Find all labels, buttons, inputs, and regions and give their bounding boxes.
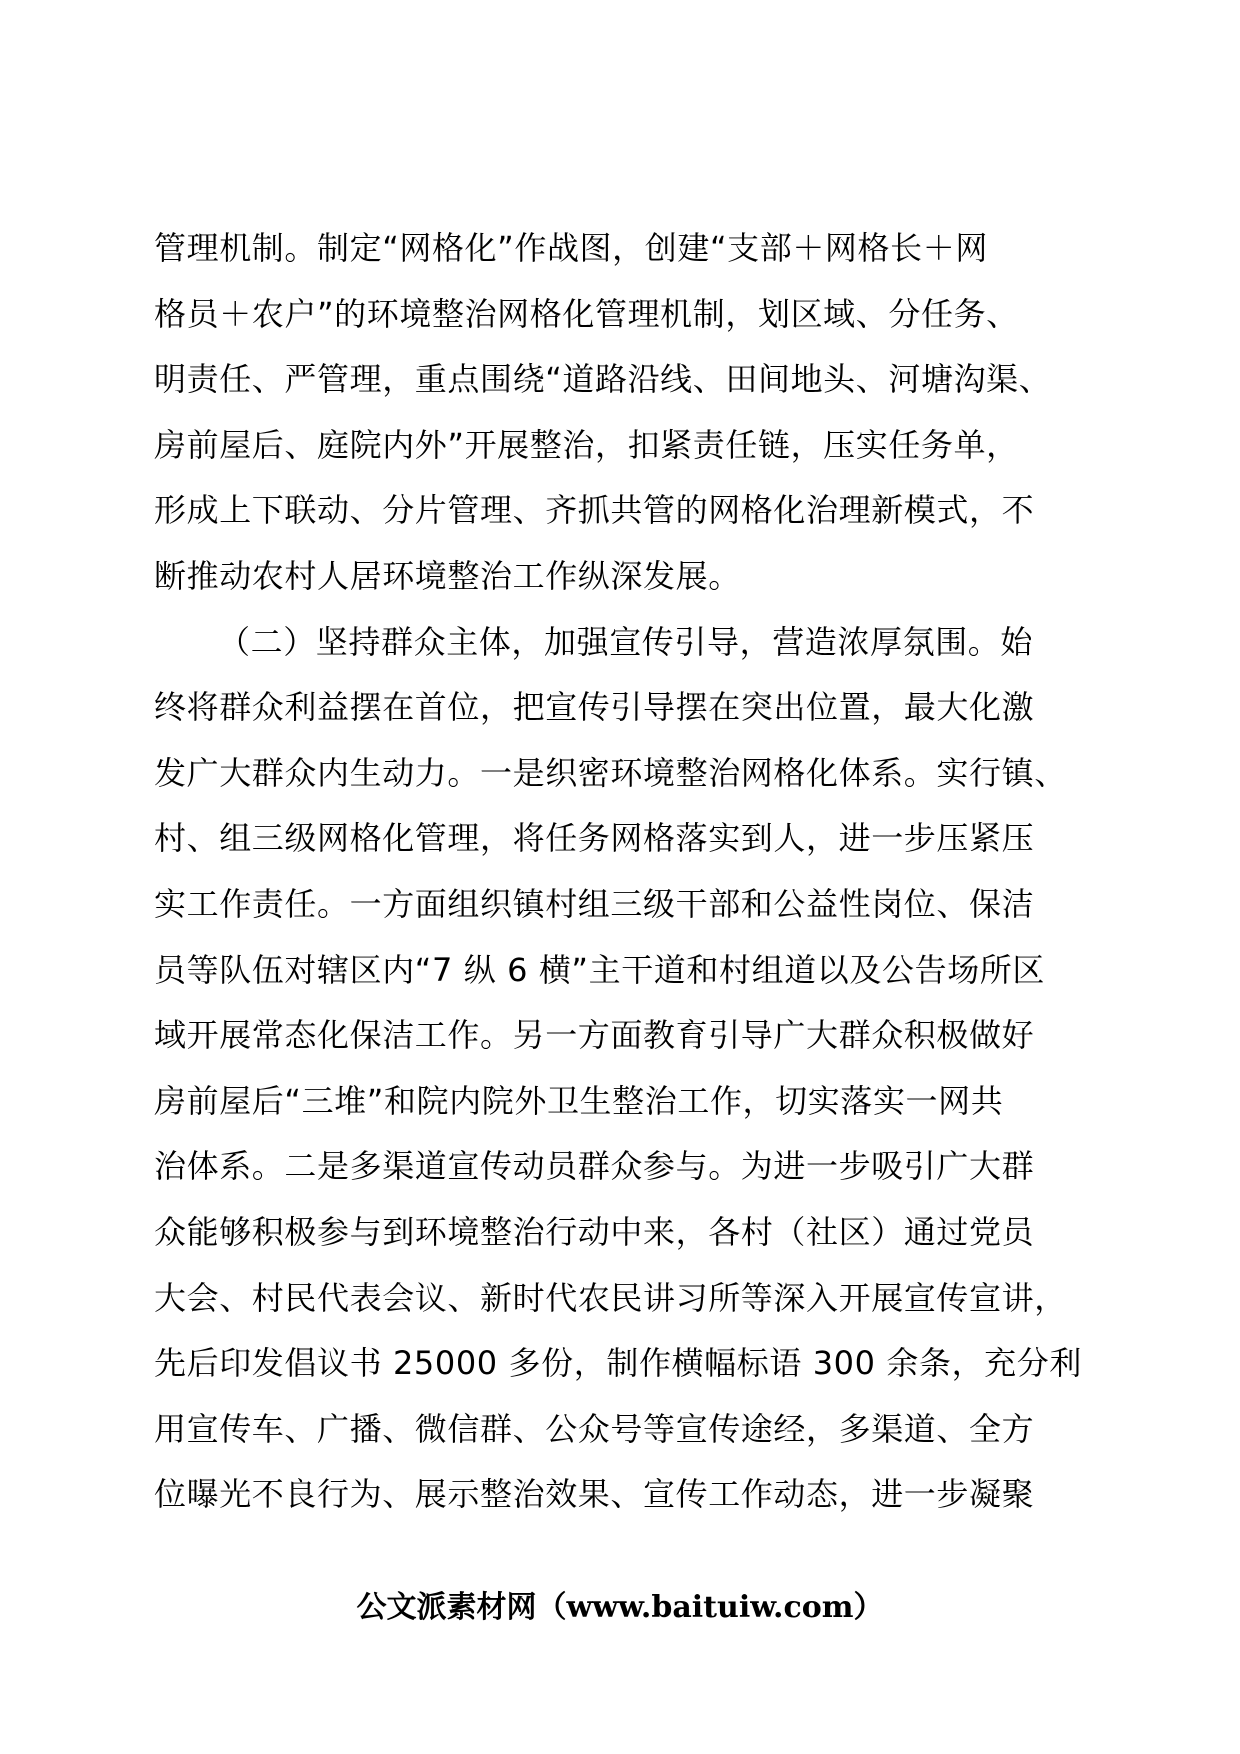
text-line: 大会、村民代表会议、新时代农民讲习所等深入开展宣传宣讲， [154, 1278, 1067, 1317]
text-line: 发广大群众内生动力。一是织密环境整治网格化体系。实行镇、 [154, 753, 1067, 792]
text-line: 房前屋后“三堆”和院内院外卫生整治工作，切实落实一网共 [154, 1081, 1004, 1120]
text-line: 先后印发倡议书 25000 多份，制作横幅标语 300 余条，充分利 [154, 1344, 1082, 1383]
text-line: 终将群众利益摆在首位，把宣传引导摆在突出位置，最大化激 [154, 688, 1035, 727]
footer-watermark-text: 公文派素材网（www.baituiw.com） [356, 1590, 884, 1625]
text-line: 众能够积极参与到环境整治行动中来，各村（社区）通过党员 [154, 1212, 1035, 1251]
text-line: 用宣传车、广播、微信群、公众号等宣传途经，多渠道、全方 [154, 1409, 1035, 1448]
text-line: 明责任、严管理，重点围绕“道路沿线、田间地头、河塘沟渠、 [154, 360, 1052, 399]
text-line: 实工作责任。一方面组织镇村组三级干部和公益性岗位、保洁 [154, 884, 1035, 923]
body-text [154, 216, 1114, 1528]
text-line: 位曝光不良行为、展示整治效果、宣传工作动态，进一步凝聚 [154, 1475, 1035, 1514]
text-line: 村、组三级网格化管理，将任务网格落实到人，进一步压紧压 [154, 819, 1035, 858]
text-line: 断推动农村人居环境整治工作纵深发展。 [154, 556, 741, 595]
section-heading-line: （二）坚持群众主体，加强宣传引导，营造浓厚氛围。始 [218, 622, 1034, 661]
text-line: 格员＋农户”的环境整治网格化管理机制，划区域、分任务、 [154, 294, 1019, 333]
text-line: 员等队伍对辖区内“7 纵 6 横”主干道和村组道以及公告场所区 [154, 950, 1045, 989]
text-line: 形成上下联动、分片管理、齐抓共管的网格化治理新模式，不 [154, 491, 1035, 530]
text-line: 治体系。二是多渠道宣传动员群众参与。为进一步吸引广大群 [154, 1147, 1035, 1186]
text-line: 管理机制。制定“网格化”作战图，创建“支部＋网格长＋网 [154, 229, 988, 267]
text-line: 房前屋后、庭院内外”开展整治，扣紧责任链，压实任务单， [154, 425, 1019, 464]
text-line: 域开展常态化保洁工作。另一方面教育引导广大群众积极做好 [154, 1016, 1035, 1055]
